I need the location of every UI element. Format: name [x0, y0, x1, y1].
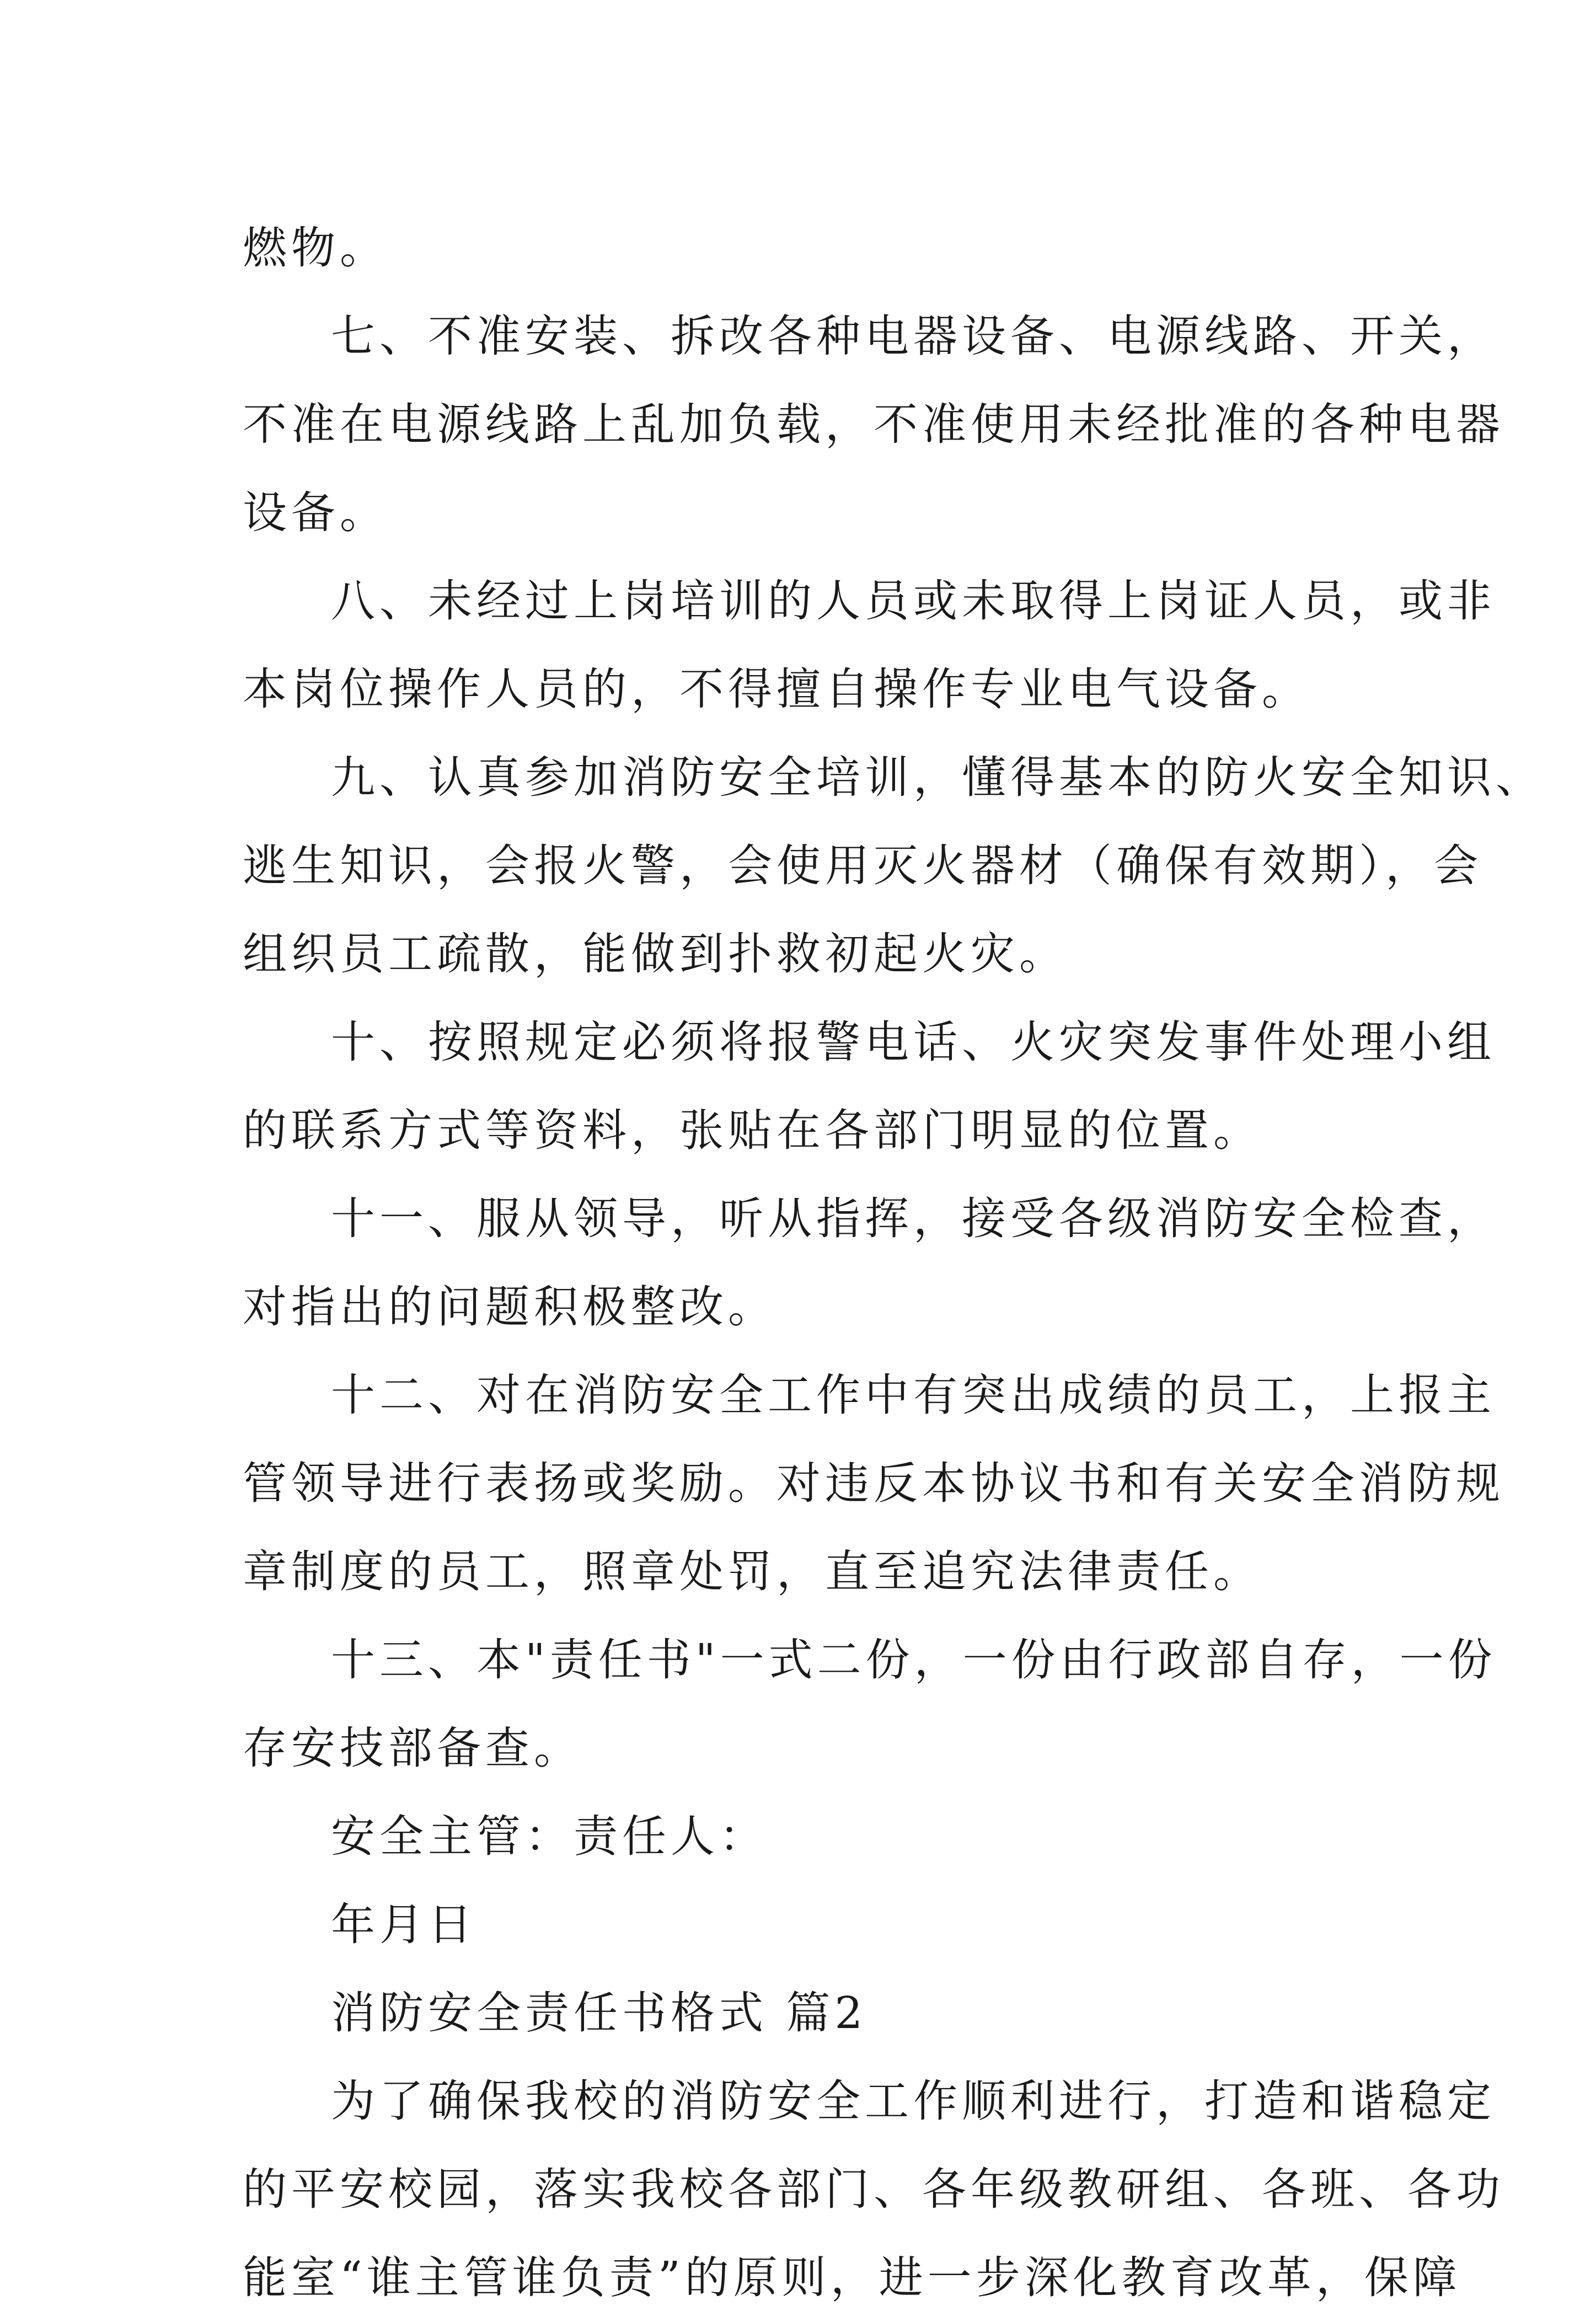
text-line: 组织员工疏散，能做到扑救初起火灾。	[243, 928, 1068, 980]
text-line: 八、未经过上岗培训的人员或未取得上岗证人员，或非	[331, 575, 1496, 627]
text-line: 十、按照规定必须将报警电话、火灾突发事件处理小组	[331, 1016, 1496, 1068]
text-line: 逃生知识，会报火警，会使用灭火器材（确保有效期），会	[243, 840, 1482, 891]
text-line: 管领导进行表扬或奖励。对违反本协议书和有关安全消防规	[243, 1458, 1504, 1509]
text-line: 燃物。	[243, 222, 388, 274]
text-line: 消防安全责任书格式 篇2	[331, 1987, 867, 2039]
text-line: 本岗位操作人员的，不得擅自操作专业电气设备。	[243, 664, 1310, 715]
text-line: 设备。	[243, 487, 388, 538]
text-line: 安全主管：责任人：	[331, 1811, 768, 1862]
text-line: 章制度的员工，照章处罚，直至追究法律责任。	[243, 1546, 1262, 1597]
text-line: 的平安校园，落实我校各部门、各年级教研组、各班、各功	[243, 2164, 1504, 2215]
text-line: 十三、本"责任书"一式二份，一份由行政部自存，一份	[331, 1634, 1497, 1686]
text-line: 存安技部备查。	[243, 1722, 582, 1774]
text-line: 对指出的问题积极整改。	[243, 1281, 776, 1333]
text-line: 九、认真参加消防安全培训，懂得基本的防火安全知识、	[331, 752, 1544, 803]
text-line: 十二、对在消防安全工作中有突出成绩的员工，上报主	[331, 1369, 1496, 1421]
text-line: 七、不准安装、拆改各种电器设备、电源线路、开关，	[331, 311, 1496, 362]
text-line: 能室“谁主管谁负责”的原则，进一步深化教育改革，保障	[243, 2252, 1461, 2303]
text-line: 年月日	[331, 1899, 476, 1950]
document-page	[243, 204, 1544, 2322]
text-line: 的联系方式等资料，张贴在各部门明显的位置。	[243, 1105, 1262, 1156]
text-line: 为了确保我校的消防安全工作顺利进行，打造和谐稳定	[331, 2075, 1496, 2127]
text-line: 十一、服从领导，听从指挥，接受各级消防安全检查，	[331, 1193, 1496, 1244]
text-line: 不准在电源线路上乱加负载，不准使用未经批准的各种电器	[243, 399, 1504, 450]
